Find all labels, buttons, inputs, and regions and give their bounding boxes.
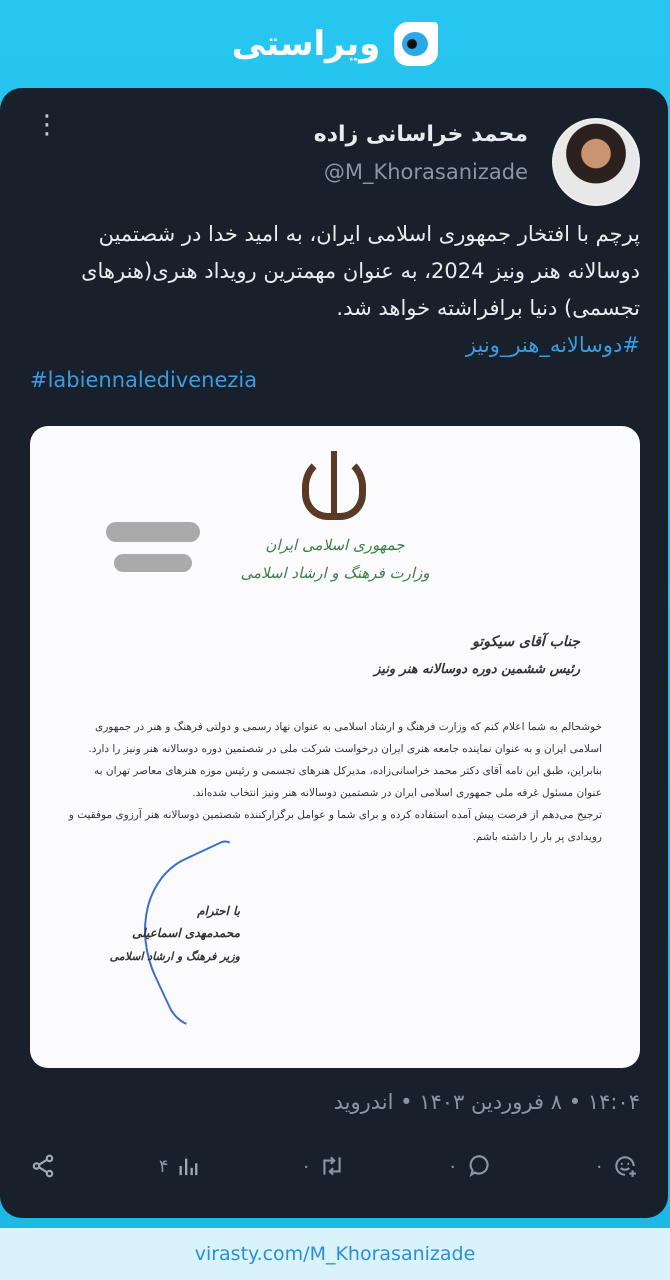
profile-link[interactable]: virasty.com/M_Khorasanizade	[0, 1228, 670, 1280]
virasty-logo-icon	[394, 22, 438, 66]
post-card	[0, 88, 668, 1218]
avatar[interactable]	[552, 118, 640, 206]
add-reaction-icon	[612, 1153, 638, 1179]
addressee-title: رئیس ششمین دوره دوسالانه هنر ونیز	[374, 662, 580, 677]
letter-paragraph: خوشحالم به شما اعلام کنم که وزارت فرهنگ و ارشاد اسلامی به عنوان نهاد رسمی و دولتی فرهنگ و هنر در جمهوری اسلامی ایران و به عنوان نماینده جامعه هنری ایران درخواست شرکت ملی در شصتمین دوره دوسالانه هنر ونیز را دارد.	[88, 721, 602, 755]
share-icon	[30, 1153, 56, 1179]
hashtag-link[interactable]: #دوسالانه_هنر_ونیز	[465, 333, 640, 357]
views-button[interactable]	[159, 1153, 199, 1179]
author-handle[interactable]: @M_Khorasanizade	[323, 160, 528, 184]
letterhead-line2: وزارت فرهنگ و ارشاد اسلامی	[240, 564, 430, 582]
closing: با احترام	[197, 904, 240, 918]
letterhead-line1: جمهوری اسلامی ایران	[265, 536, 405, 554]
repost-button[interactable]	[301, 1153, 345, 1179]
share-button[interactable]	[30, 1153, 56, 1179]
app-header	[0, 0, 670, 88]
letter-paragraph: ترجیح می‌دهم از فرصت پیش آمده استفاده کرده و برای شما و عوامل برگزارکننده شصتمین دوسالانه هنر آرزوی موفقیت و رویدادی پر بار را داشته باشم.	[68, 809, 602, 843]
post-meta: ۱۴:۰۴ • ۸ فروردین ۱۴۰۳ • اندروید	[333, 1090, 640, 1114]
post-text	[28, 216, 640, 364]
post-image-letter[interactable]	[30, 426, 640, 1068]
comment-icon	[466, 1153, 492, 1179]
iran-emblem-icon	[302, 454, 366, 520]
action-bar	[30, 1153, 638, 1179]
post-body: پرچم با افتخار جمهوری اسلامی ایران، به امید خدا در شصتمین دوسالانه هنر ونیز 2024، به عنوان مهمترین رویداد هنری(هنرهای تجسمی) دنیا برافراشته خواهد شد.	[81, 222, 640, 320]
redacted-mark	[114, 554, 192, 572]
reaction-count: ۰	[594, 1155, 604, 1177]
repost-icon	[319, 1153, 345, 1179]
stats-icon	[177, 1155, 199, 1177]
letter-paragraph: بنابراین، طبق این نامه آقای دکتر محمد خراسانی‌زاده، مدیرکل هنرهای تجسمی و رئیس موزه هنرهای معاصر تهران به عنوان مسئول غرفه ملی جمهوری اسلامی ایران در شصتمین دوسالانه هنر ونیز انتخاب شده‌اند.	[93, 765, 602, 799]
repost-count: ۰	[301, 1155, 311, 1177]
reply-count: ۰	[447, 1155, 458, 1177]
signer-name: محمدمهدی اسماعیلی	[132, 926, 240, 940]
views-count: ۴	[158, 1155, 169, 1177]
brand-name: ویراستی	[231, 24, 381, 64]
more-options-icon[interactable]: ⋮	[34, 110, 60, 140]
redacted-mark	[106, 522, 200, 542]
hashtag-link[interactable]: #labiennaledivenezia	[30, 368, 258, 392]
react-button[interactable]	[594, 1153, 638, 1179]
author-name[interactable]: محمد خراسانی زاده	[313, 122, 528, 147]
addressee: جناب آقای سیکوتو	[472, 634, 580, 650]
reply-button[interactable]	[448, 1153, 492, 1179]
letter-body	[68, 716, 602, 848]
signer-title: وزیر فرهنگ و ارشاد اسلامی	[109, 950, 240, 963]
